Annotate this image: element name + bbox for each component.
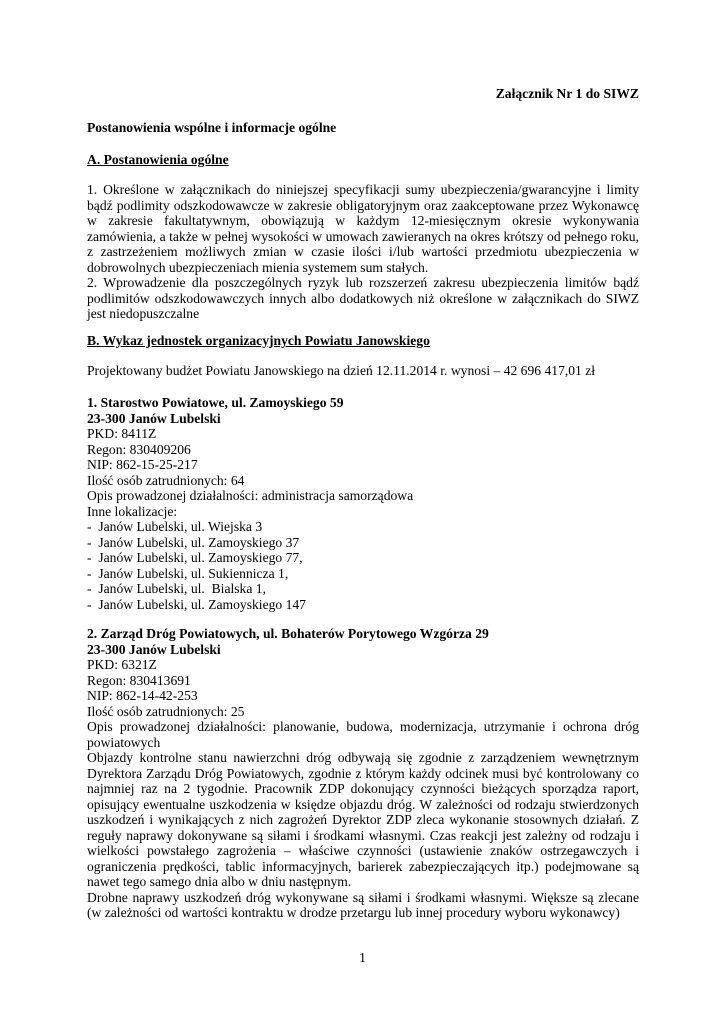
unit-1-other-locations-label: Inne lokalizacje: — [87, 503, 178, 519]
budget-statement: Projektowany budżet Powiatu Janowskiego na dzień 12.11.2014 r. wynosi – 42 696 417,01 zł — [87, 363, 596, 378]
list-item: - Janów Lubelski, ul. Zamoyskiego 77, — [87, 550, 303, 565]
unit-2-employees: Ilość osób zatrudnionych: 25 — [87, 703, 245, 719]
unit-2-block — [87, 626, 639, 921]
section-a-paragraph-2: 2. Wprowadzenie dla poszczególnych ryzyk lub rozszerzeń zakresu ubezpieczenia limitów bądź podlimitów odszkodowawczych innych albo dodatkowych niż określone w załącznikach do SIWZ jest niedopuszczalne — [87, 275, 639, 321]
list-item: - Janów Lubelski, ul. Sukiennicza 1, — [87, 565, 289, 581]
unit-2-inspections-paragraph: Objazdy kontrolne stanu nawierzchni dróg odbywają się zgodnie z zarządzeniem wewnętrznym Dyrektora Zarządu Dróg Powiatowych, zgodnie z którym każdy odcinek musi być kontrolowany co najmniej raz na 2 tygodnie. Pracownik ZDP dokonujący czynności bieżących sporządza raport, opisujący ewentualne uszkodzenia w księdze objazdu dróg. W zależności od rodzaju stwierdzonych uszkodzeń i wynikających z nich zagrożeń Dyrektor ZDP zleca wykonanie stosownych działań. Z reguły naprawy dokonywane są siłami i środkami własnymi. Czas reakcji jest zależny od rodzaju i wielkości powstałego zagrożenia – właściwe czynności (ustawienie znaków ostrzegawczych i ograniczenia prędkości, tablic informacyjnych, barierek zabezpieczających itp.) podejmowane są nawet tego samego dnia albo w dniu następnym. — [87, 750, 639, 889]
unit-2-nip: NIP: 862-14-42-253 — [87, 688, 198, 703]
annex-label: Załącznik Nr 1 do SIWZ — [495, 86, 639, 101]
section-a-heading: A. Postanowienia ogólne — [87, 152, 229, 167]
unit-1-employees: Ilość osób zatrudnionych: 64 — [87, 472, 245, 488]
list-item: - Janów Lubelski, ul. Zamoyskiego 147 — [87, 596, 306, 612]
section-a-paragraph-1: 1. Określone w załącznikach do niniejszej specyfikacji sumy ubezpieczenia/gwarancyjne i limity bądź podlimity odszkodowawcze w zakresie obligatoryjnym oraz zaakceptowane przez Wykonawcę w zakresie fakultatywnym, obowiązują w każdym 12-miesięcznym okresie wykonywania zamówienia, a także w pełnej wysokości w umowach zawieranych na okres krótszy od pełnego roku, z zastrzeżeniem możliwych zmian w czasie ilości i/lub wartości przedmiotu ubezpieczenia w dobrowolnych ubezpieczeniach mienia systemem sum stałych. — [87, 182, 639, 275]
unit-2-title: 2. Zarząd Dróg Powiatowych, ul. Bohaterów Porytowego Wzgórza 29 — [87, 626, 489, 641]
unit-1-title: 1. Starostwo Powiatowe, ul. Zamoyskiego 59 — [87, 395, 344, 410]
list-item: - Janów Lubelski, ul. Zamoyskiego 37 — [87, 534, 300, 550]
page-number: 1 — [359, 950, 366, 965]
unit-2-regon: Regon: 830413691 — [87, 672, 191, 688]
unit-2-repairs-paragraph: Drobne naprawy uszkodzeń dróg wykonywane są siłami i środkami własnymi. Większe są zlecane (w zależności od wartości kontraktu w drodze przetargu lub innej procedury wyboru wykonawcy) — [87, 889, 639, 920]
unit-1-nip: NIP: 862-15-25-217 — [87, 457, 198, 472]
list-item: - Janów Lubelski, ul. Wiejska 3 — [87, 519, 263, 534]
unit-1-locations-list — [87, 519, 639, 612]
unit-1-pkd: PKD: 8411Z — [87, 426, 157, 441]
unit-1-block — [87, 395, 639, 612]
list-item: - Janów Lubelski, ul. Bialska 1, — [87, 581, 266, 596]
section-b-heading: B. Wykaz jednostek organizacyjnych Powiatu Janowskiego — [87, 333, 430, 348]
unit-2-city: 23-300 Janów Lubelski — [87, 641, 221, 657]
section-a-body — [87, 182, 639, 322]
unit-2-description — [87, 719, 639, 921]
document-title: Postanowienia wspólne i informacje ogólne — [87, 120, 337, 135]
unit-1-city: 23-300 Janów Lubelski — [87, 410, 221, 426]
unit-2-pkd: PKD: 6321Z — [87, 657, 157, 672]
unit-1-regon: Regon: 830409206 — [87, 441, 191, 457]
unit-2-activity: Opis prowadzonej działalności: planowanie, budowa, modernizacja, utrzymanie i ochrona dróg powiatowych — [87, 719, 639, 750]
unit-1-activity: Opis prowadzonej działalności: administracja samorządowa — [87, 488, 414, 503]
